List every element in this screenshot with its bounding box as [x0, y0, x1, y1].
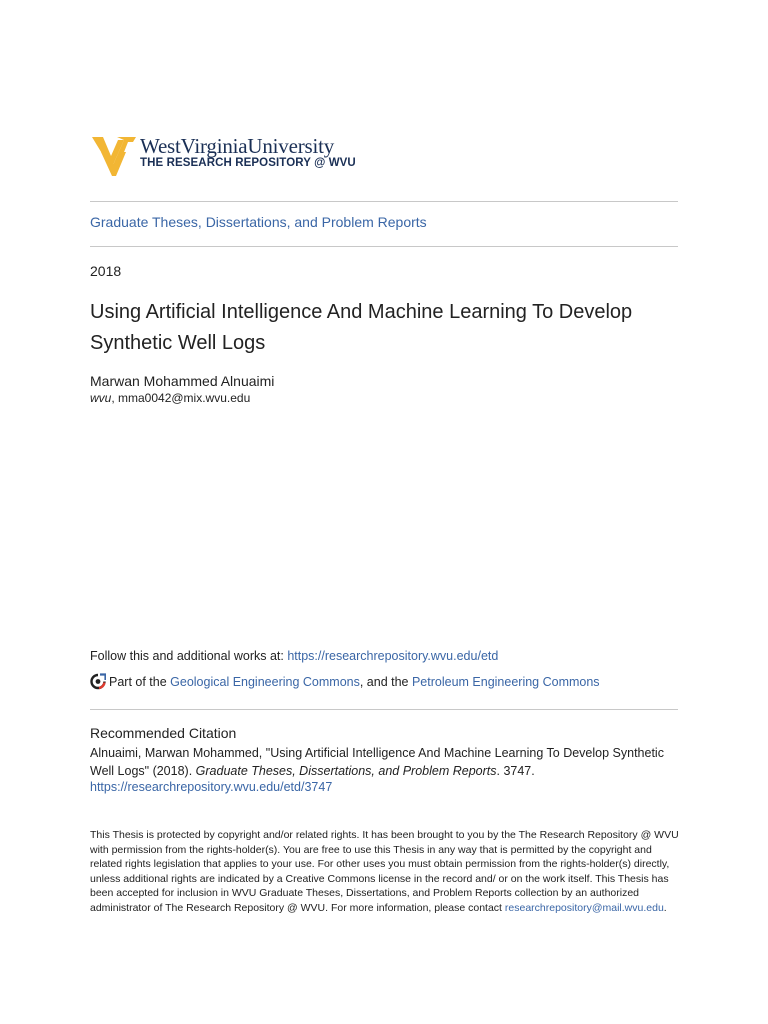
- citation-body: Alnuaimi, Marwan Mohammed, "Using Artificial Intelligence And Machine Learning To Develop Synthetic Well Logs" (2018).: [90, 746, 664, 778]
- divider-citation: [90, 709, 678, 710]
- follow-line: [90, 649, 498, 663]
- recommended-citation-heading: Recommended Citation: [90, 725, 237, 741]
- rights-end: .: [663, 901, 667, 914]
- publication-year: 2018: [90, 263, 122, 279]
- university-name: WestVirginiaUniversity: [140, 134, 335, 158]
- thesis-title: Using Artificial Intelligence And Machine Learning To Develop Synthetic Well Logs: [90, 301, 633, 354]
- citation-number: . 3747.: [496, 764, 535, 778]
- rights-statement: [90, 828, 680, 916]
- citation-link[interactable]: https://researchrepository.wvu.edu/etd/3747: [90, 780, 333, 794]
- part-of-line: [90, 673, 600, 693]
- divider-top: [90, 201, 678, 202]
- citation-series: Graduate Theses, Dissertations, and Problem Reports: [195, 764, 497, 778]
- affiliation-name: wvu: [90, 391, 112, 405]
- author-name: Marwan Mohammed Alnuaimi: [90, 373, 275, 389]
- part-of-prefix: Part of the: [109, 675, 171, 689]
- author-affiliation: [90, 391, 250, 405]
- wvu-logo: [91, 130, 391, 180]
- follow-link[interactable]: https://researchrepository.wvu.edu/etd: [287, 649, 499, 663]
- follow-prefix: Follow this and additional works at:: [90, 649, 288, 663]
- repository-name: THE RESEARCH REPOSITORY @ WVU: [140, 157, 356, 169]
- divider-collection: [90, 246, 678, 247]
- creative-commons-icon: [90, 673, 106, 693]
- author-email: , mma0042@mix.wvu.edu: [111, 391, 251, 405]
- geological-engineering-commons-link[interactable]: Geological Engineering Commons: [170, 675, 360, 689]
- part-of-middle: , and the: [359, 675, 412, 689]
- collection-link[interactable]: Graduate Theses, Dissertations, and Problem Reports: [90, 214, 427, 230]
- citation-text: [90, 744, 680, 780]
- wvu-flying-wv-logo-icon: [91, 132, 137, 178]
- petroleum-engineering-commons-link[interactable]: Petroleum Engineering Commons: [411, 675, 600, 689]
- rights-text: This Thesis is protected by copyright and/or related rights. It has been brought to you by the The Research Repository @ WVU with permission from the rights-holder(s). You are free to use this Thesis in any way that is permitted by the copyright and related rights legislation that applies to your use. For other uses you must obtain permission from the rights-holder(s) directly, unless additional rights are indicated by a Creative Commons license in the record and/ or on the work itself. This Thesis has been accepted for inclusion in WVU Graduate Theses, Dissertations, and Problem Reports collection by an authorized administrator of The Research Repository @ WVU. For more information, please contact: [90, 829, 679, 914]
- contact-email-link[interactable]: researchrepository@mail.wvu.edu: [504, 901, 664, 914]
